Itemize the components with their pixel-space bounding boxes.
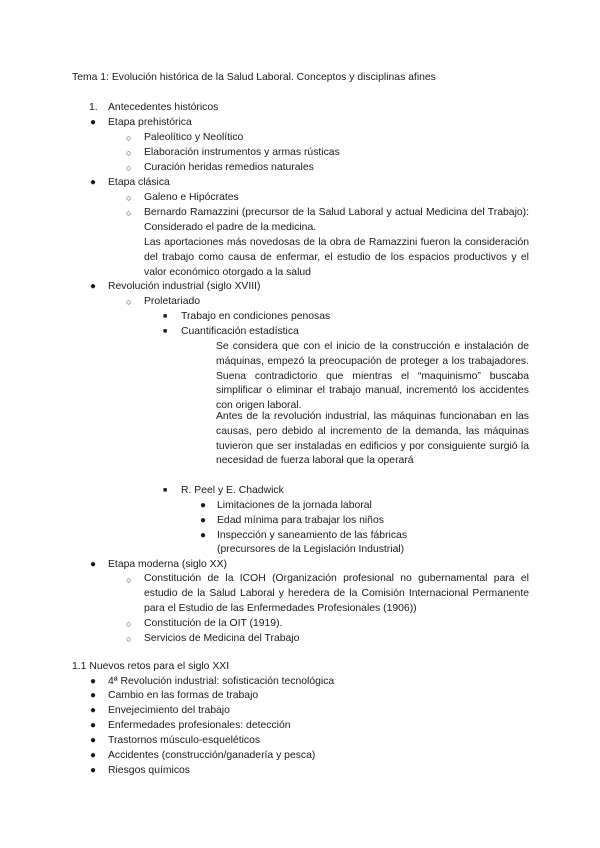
bullet-circle-icon: ○ [126,619,132,629]
section-heading: 1.1 Nuevos retos para el siglo XXI [72,661,230,672]
bullet-circle-icon: ○ [126,148,132,158]
bullet-disc-icon: ● [90,117,97,128]
stage-label: Revolución industrial (siglo XVIII) [108,281,261,292]
list-item: Constitución de la OIT (1919). [144,618,283,629]
bullet-circle-icon: ○ [126,163,132,173]
list-item: Accidentes (construcción/ganadería y pesca) [108,750,316,761]
list-item: Elaboración instrumentos y armas rústicas [144,147,340,158]
list-item: Inspección y saneamiento de las fábricas [217,530,408,541]
aportaciones-paragraph: Las aportaciones más novedosas de la obra de Ramazzini fueron la consideración del trabajo como causa de enfermar, el estudio de los espacios productivos y el valor económico otorgado a la salud [144,237,529,278]
stage-label: Etapa clásica [108,177,170,188]
maquinismo-paragraph: Se considera que con el inicio de la construcción e instalación de máquinas, empezó la preocupación de proteger a los trabajadores. Suena contradictorio que mientras el “maquinismo” buscaba simplificar o eliminar el trabajo manual, incrementó los accidentes con origen laboral. [216,341,529,412]
bullet-disc-icon: ● [90,676,97,687]
bullet-circle-icon: ○ [126,193,132,203]
bullet-disc-icon: ● [90,765,97,776]
list-item-continuation: (precursores de la Legislación Industrial) [217,544,405,555]
stage-label: Etapa moderna (siglo XX) [108,559,227,570]
bullet-circle-icon: ○ [126,575,132,585]
list-item: Curación heridas remedios naturales [144,162,314,173]
list-item: Riesgos químicos [108,765,191,776]
list-item: Paleolítico y Neolítico [144,132,244,143]
list-item: Trabajo en condiciones penosas [181,311,331,322]
bullet-disc-icon: ● [90,735,97,746]
bullet-disc-icon: ● [90,177,97,188]
revolucion-paragraph: Antes de la revolución industrial, las máquinas funcionaban en las causas, pero debido al incremento de la demanda, las máquinas tuvieron que ser instaladas en edificios y por consiguiente surgió la necesidad de fuerza laboral que la operará [216,411,529,467]
list-item: Cuantificación estadística [181,326,299,337]
list-item: Edad mínima para trabajar los niños [217,515,384,526]
bullet-disc-icon: ● [90,750,97,761]
bullet-circle-icon: ○ [126,208,132,218]
bullet-disc-icon: ● [200,515,207,526]
list-item: Cambio en las formas de trabajo [108,690,259,701]
bullet-disc-icon: ● [200,530,207,541]
bullet-circle-icon: ○ [126,634,132,644]
bullet-square-icon: ■ [163,313,168,320]
list-item: Galeno e Hipócrates [144,192,239,203]
list-item: Servicios de Medicina del Trabajo [144,633,300,644]
bullet-disc-icon: ● [90,720,97,731]
list-item: Limitaciones de la jornada laboral [217,500,372,511]
list-item: Proletariado [144,296,201,307]
ramazzini-paragraph: Bernardo Ramazzini (precursor de la Salud Laboral y actual Medicina del Trabajo): Considerado el padre de la medicina. [144,207,529,233]
list-item: Envejecimiento del trabajo [108,705,230,716]
list-item: Trastornos músculo-esqueléticos [108,735,261,746]
bullet-circle-icon: ○ [126,133,132,143]
stage-label: Etapa prehistórica [108,117,192,128]
bullet-square-icon: ■ [163,487,168,494]
document-title: Tema 1: Evolución histórica de la Salud Laboral. Conceptos y disciplinas afines [72,72,436,83]
section-heading: Antecedentes históricos [108,102,219,113]
bullet-disc-icon: ● [200,500,207,511]
bullet-disc-icon: ● [90,559,97,570]
icoh-paragraph: Constitución de la ICOH (Organización profesional no gubernamental para el estudio de la Salud Laboral y heredera de la Comisión Internacional Permanente para el Estudio de las Enfermedades Profesionales (1906)) [144,573,529,614]
bullet-square-icon: ■ [163,328,168,335]
list-item: R. Peel y E. Chadwick [181,485,284,496]
bullet-circle-icon: ○ [126,297,132,307]
list-item: 4ª Revolución industrial: sofisticación tecnológica [108,676,335,687]
list-item: Enfermedades profesionales: detección [108,720,291,731]
bullet-disc-icon: ● [90,690,97,701]
bullet-disc-icon: ● [90,705,97,716]
bullet-disc-icon: ● [90,281,97,292]
section-number: 1. [89,102,98,113]
